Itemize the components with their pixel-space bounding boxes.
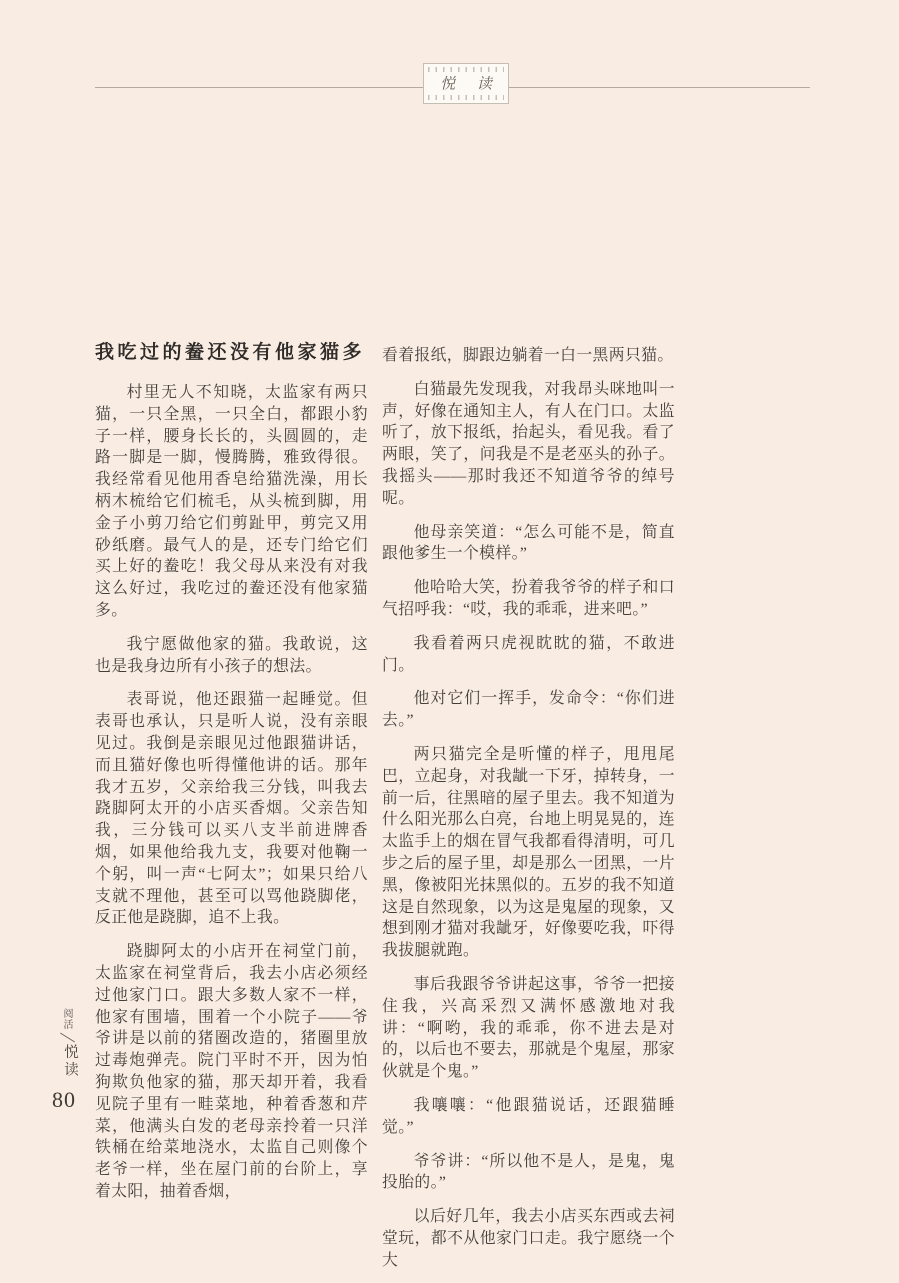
article-column-left [95,340,368,1283]
paragraph: 两只猫完全是听懂的样子，甩甩尾巴，立起身，对我龇一下牙，掉转身，一前一后，往黑暗的屋子里去。我不知道为什么阳光那么白亮，台地上明晃晃的，连太监手上的烟在冒气我都看得清明，可几步之后的屋子里，却是那么一团黑，一片黑，像被阳光抹黑似的。五岁的我不知道这是自然现象，以为这是鬼屋的现象，又想到刚才猫对我龇牙，好像要吃我，吓得我拔腿就跑。 [382,745,675,960]
slash-divider [60,1033,75,1043]
paragraph-continuation: 看着报纸，脚跟边躺着一白一黑两只猫。 [382,347,674,364]
paragraph: 他母亲笑道：“怎么可能不是，简直跟他爹生一个模样。” [382,523,675,563]
article-body [95,340,675,1283]
section-label: 悦 读 [440,76,501,93]
paragraph: 事后我跟爷爷讲起这事，爷爷一把接住我，兴高采烈又满怀感激地对我讲：“啊哟，我的乖乖，你不进去是对的，以后也不要去，那就是个鬼屋，那家伙就是个鬼。” [382,975,675,1081]
paragraph: 村里无人不知晓，太监家有两只猫，一只全黑，一只全白，都跟小豹子一样，腰身长长的，头圆圆的，走路一脚是一脚，慢腾腾，雅致得很。我经常看见他用香皂给猫洗澡，用长柄木梳给它们梳毛，从头梳到脚，用金子小剪刀给它们剪趾甲，剪完又用砂纸磨。最气人的是，还专门给它们买上好的鲞吃！我父母从来没有对我这么好过，我吃过的鲞还没有他家猫多。 [95,384,368,619]
paragraph: 跷脚阿太的小店开在祠堂门前，太监家在祠堂背后，我去小店必须经过他家门口。跟大多数人家不一样，他家有围墙，围着一个小院子——爷爷讲是以前的猪圈改造的，猪圈里放过毒炮弹壳。院门平时不开，因为怕狗欺负他家的猫，那天却开着，我看见院子里有一畦菜地，种着香葱和芹菜，他满头白发的老母亲拎着一只洋铁桶在给菜地浇水，太监自己则像个老爷一样，坐在屋门前的台阶上，享着太阳，抽着香烟， [95,943,368,1200]
paragraph: 爷爷讲：“所以他不是人，是鬼，鬼投胎的。” [382,1152,675,1192]
stamp-perforation-bottom [428,95,504,100]
paragraph: 我宁愿做他家的猫。我敢说，这也是我身边所有小孩子的想法。 [95,635,368,675]
article-column-right [382,340,675,1283]
page-number: 80 [52,1087,76,1112]
article-title: 我吃过的鲞还没有他家猫多 [95,342,366,363]
paragraph: 以后好几年，我去小店买东西或去祠堂玩，都不从他家门口走。我宁愿绕一个大 [382,1208,675,1269]
paragraph: 表哥说，他还跟猫一起睡觉。但表哥也承认，只是听人说，没有亲眼见过。我倒是亲眼见过他跟猫讲话，而且猫好像也听得懂他讲的话。那年我才五岁，父亲给我三分钱，叫我去跷脚阿太开的小店买香烟。父亲告知我，三分钱可以买八支半前进牌香烟，如果他给我九支，我要对他鞠一个躬，叫一声“七阿太”；如果只给八支就不理他，甚至可以骂他跷脚佬，反正他是跷脚，追不上我。 [95,691,368,927]
paragraph: 我嚷嚷：“他跟猫说话，还跟猫睡觉。” [382,1096,675,1136]
paragraph: 我看着两只虎视眈眈的猫，不敢进门。 [382,634,675,674]
column-tag-small: 阅活 [61,1008,72,1030]
section-stamp [423,63,509,104]
paragraph: 白猫最先发现我，对我昂头咪地叫一声，好像在通知主人，有人在门口。太监听了，放下报纸，抬起头，看见我。看了两眼，笑了，问我是不是老巫头的孙子。我摇头——那时我还不知道爷爷的绰号呢。 [382,380,675,507]
column-tag-main: 悦读 [62,1044,78,1079]
paragraph: 他对它们一挥手，发命令：“你们进去。” [382,690,675,730]
paragraph: 他哈哈大笑，扮着我爷爷的样子和口气招呼我：“哎，我的乖乖，进来吧。” [382,579,675,618]
footer-sidebar [50,1008,92,1113]
